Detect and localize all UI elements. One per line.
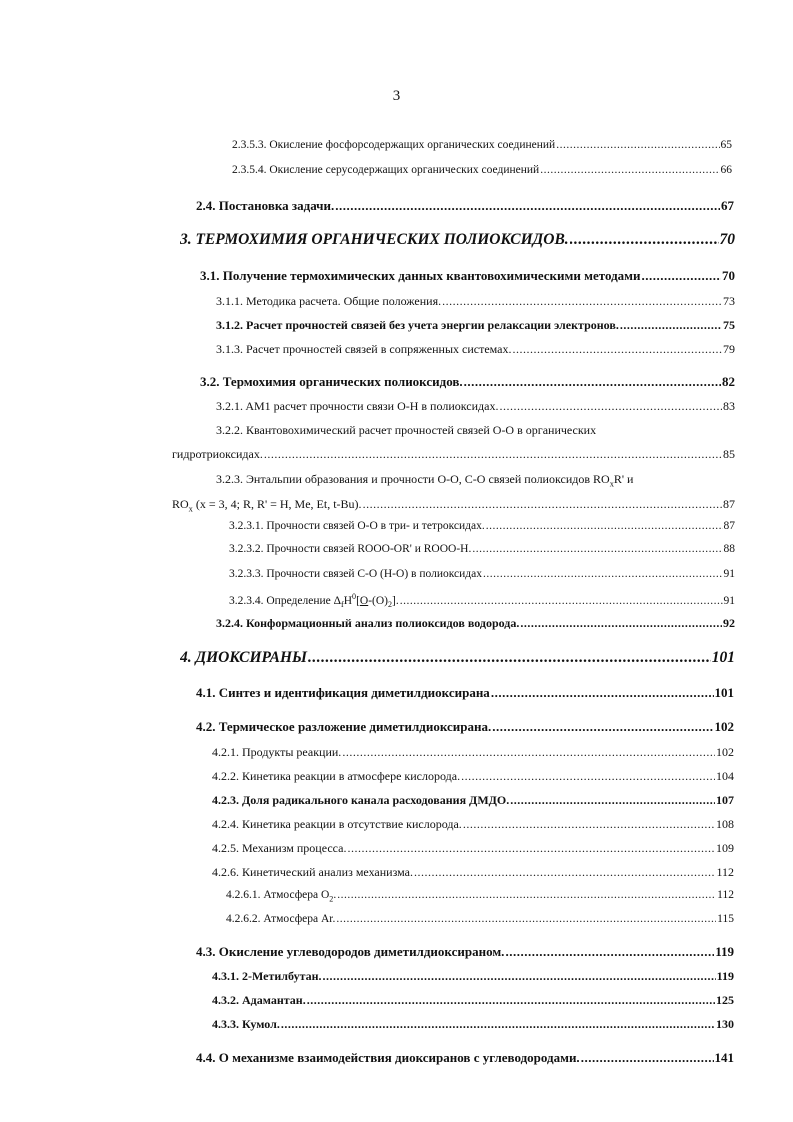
toc-entry-title: 3.2.4. Конформационный анализ полиоксидов водорода. [216,616,520,630]
toc-entry-3-2-1 [216,399,735,414]
toc-entry-page: 141 [714,1050,734,1065]
toc-entry-title: 4.3. Окисление углеводородов диметилдиоксираном. [196,944,505,959]
toc-chapter-3 [180,231,735,249]
toc-entry-page: 107 [716,793,734,807]
toc-entry-4-2 [196,719,734,735]
toc-entry-3-2-3-2 [229,543,735,555]
toc-entry-title: 3.2. Термохимия органических полиоксидов. [200,374,463,389]
toc-entry-page: 67 [721,198,734,213]
toc-entry-title: 4.2.6. Кинетический анализ механизма. [212,865,414,879]
toc-entry-4-2-6 [212,865,734,880]
toc-entry-page: 102 [714,719,734,734]
toc-entry-title: 3.1. Получение термохимических данных квантовохимическими методами [200,268,641,283]
toc-entry-title: 4.2.1. Продукты реакции. [212,745,342,759]
toc-entry-page: 70 [719,231,735,248]
toc-entry-page: 88 [723,543,735,555]
toc-entry-page: 104 [716,769,734,783]
toc-entry-page: 82 [722,374,735,389]
toc-chapter-4 [180,649,735,667]
toc-entry-4-3-1 [212,969,734,984]
toc-entry-3-2-2-line1: 3.2.2. Квантовохимический расчет прочностей связей О-О в органических [216,423,597,437]
toc-entry-page: 125 [716,993,734,1007]
toc-entry-3-2-3-4: 3.2.3.4. Определение $\Delta_fH^0[O-(O)_2]$. ..... 91 [229,592,735,609]
toc-entry-4-4 [196,1050,734,1066]
toc-entry-3-2 [200,374,735,390]
toc-entry-page: 112 [717,889,734,901]
toc-entry-page: 83 [723,399,735,413]
toc-entry-title: 2.3.5.3. Окисление фосфорсодержащих органических соединений [232,139,556,151]
toc-entry-4-3 [196,944,734,960]
toc-entry-2-4 [196,198,734,214]
toc-entry-page: 101 [711,649,735,666]
toc-entry-page: 115 [717,913,734,925]
toc-entry-page: 79 [723,342,735,356]
toc-entry-page: 87 [723,497,735,511]
toc-entry-page: 130 [716,1017,734,1031]
toc-entry-3-2-3-3 [229,568,735,580]
toc-entry-title: 3.1.3. Расчет прочностей связей в сопряженных системах. [216,342,512,356]
toc-entry-4-3-2 [212,993,734,1008]
toc-entry-title: 4.3.3. Кумол. [212,1017,280,1031]
toc-entry-4-2-2 [212,769,734,784]
toc-entry-title: 3. ТЕРМОХИМИЯ ОРГАНИЧЕСКИХ ПОЛИОКСИДОВ. [180,231,569,248]
toc-entry-4-2-4 [212,817,734,832]
toc-entry-page: 75 [723,318,735,332]
toc-entry-title: 4.2. Термическое разложение диметилдиоксирана. [196,719,492,734]
toc-entry-title: 4.2.6.2. Атмосфера Ar. [226,913,336,925]
toc-entry-2-3-5-4 [232,164,732,176]
toc-entry-page: 85 [723,447,735,461]
toc-entry-3-1-3 [216,342,735,357]
toc-entry-page: 119 [716,969,734,983]
toc-entry-title: 4.2.5. Механизм процесса. [212,841,347,855]
toc-entry-title: 4.3.1. 2-Метилбутан. [212,969,322,983]
toc-entry-title: 4.1. Синтез и идентификация диметилдиоксирана [196,685,490,700]
toc-entry-title: 4.4. О механизме взаимодействия диоксиранов с углеводородами. [196,1050,580,1065]
toc-entry-page: 119 [715,944,734,959]
toc-entry-page: 91 [723,568,735,580]
toc-entry-page: 102 [716,745,734,759]
toc-entry-4-3-3 [212,1017,734,1032]
toc-entry-3-1-1 [216,294,735,309]
toc-entry-4-2-5 [212,841,734,856]
toc-entry-page: 92 [723,616,735,630]
toc-entry-page: 101 [714,685,734,700]
toc-entry-page: 66 [720,164,732,176]
toc-entry-3-2-3-line1: 3.2.3. Энтальпии образования и прочности О-О, С-О связей полиоксидов $RO_xR'$ и [216,472,634,489]
toc-entry-page: 87 [723,520,735,532]
toc-entry-page: 73 [723,294,735,308]
toc-entry-3-2-2-line2 [172,447,735,462]
toc-entry-title: 3.2.3.1. Прочности связей О-О в три- и тетроксидах. [229,520,485,532]
toc-entry-page: 108 [716,817,734,831]
toc-entry-3-1-2 [216,318,735,333]
toc-entry-4-2-6-1: 4.2.6.1. Атмосфера $O_2$. ..... 112 [226,889,734,903]
toc-entry-3-2-3-line2: $RO_x$ (x = 3, 4; R, R' = H, Me, Et, t-Bu). ..... 87 [172,497,735,513]
toc-entry-3-2-4 [216,616,735,631]
toc-entry-title: 3.1.1. Методика расчета. Общие положения. [216,294,442,308]
toc-entry-4-2-3 [212,793,734,808]
toc-entry-4-2-1 [212,745,734,760]
page-number: 3 [392,88,401,104]
toc-entry-title: 3.2.3.2. Прочности связей ROOO-OR' и ROOO-H. [229,543,472,555]
toc-entry-page: 109 [716,841,734,855]
toc-entry-3-2-3-1 [229,520,735,532]
toc-entry-title: 4.2.4. Кинетика реакции в отсутствие кислорода. [212,817,462,831]
toc-entry-page: 70 [722,268,735,283]
toc-entry-title: 2.4. Постановка задачи. [196,198,335,213]
toc-entry-page: 112 [716,865,734,879]
toc-entry-3-1 [200,268,735,284]
toc-entry-title: 4.2.2. Кинетика реакции в атмосфере кислорода. [212,769,461,783]
toc-entry-page: 65 [720,139,732,151]
toc-entry-title: гидротриоксидах. [172,447,263,461]
toc-entry-4-1 [196,685,734,701]
toc-entry-title: 4.2.3. Доля радикального канала расходования ДМДО. [212,793,510,807]
toc-entry-4-2-6-2 [226,913,734,925]
toc-entry-page: 91 [723,594,735,607]
toc-entry-title: 4. ДИОКСИРАНЫ [180,649,308,666]
toc-entry-title: 4.3.2. Адамантан. [212,993,306,1007]
toc-entry-title: 3.1.2. Расчет прочностей связей без учета энергии релаксации электронов. [216,318,619,332]
toc-entry-title: 3.2.3.3. Прочности связей С-О (Н-О) в полиоксидах [229,568,482,580]
toc-entry-2-3-5-3 [232,139,732,151]
toc-entry-title: 3.2.1. AM1 расчет прочности связи О-Н в полиоксидах. [216,399,499,413]
toc-entry-title: 2.3.5.4. Окисление серусодержащих органических соединений [232,164,540,176]
